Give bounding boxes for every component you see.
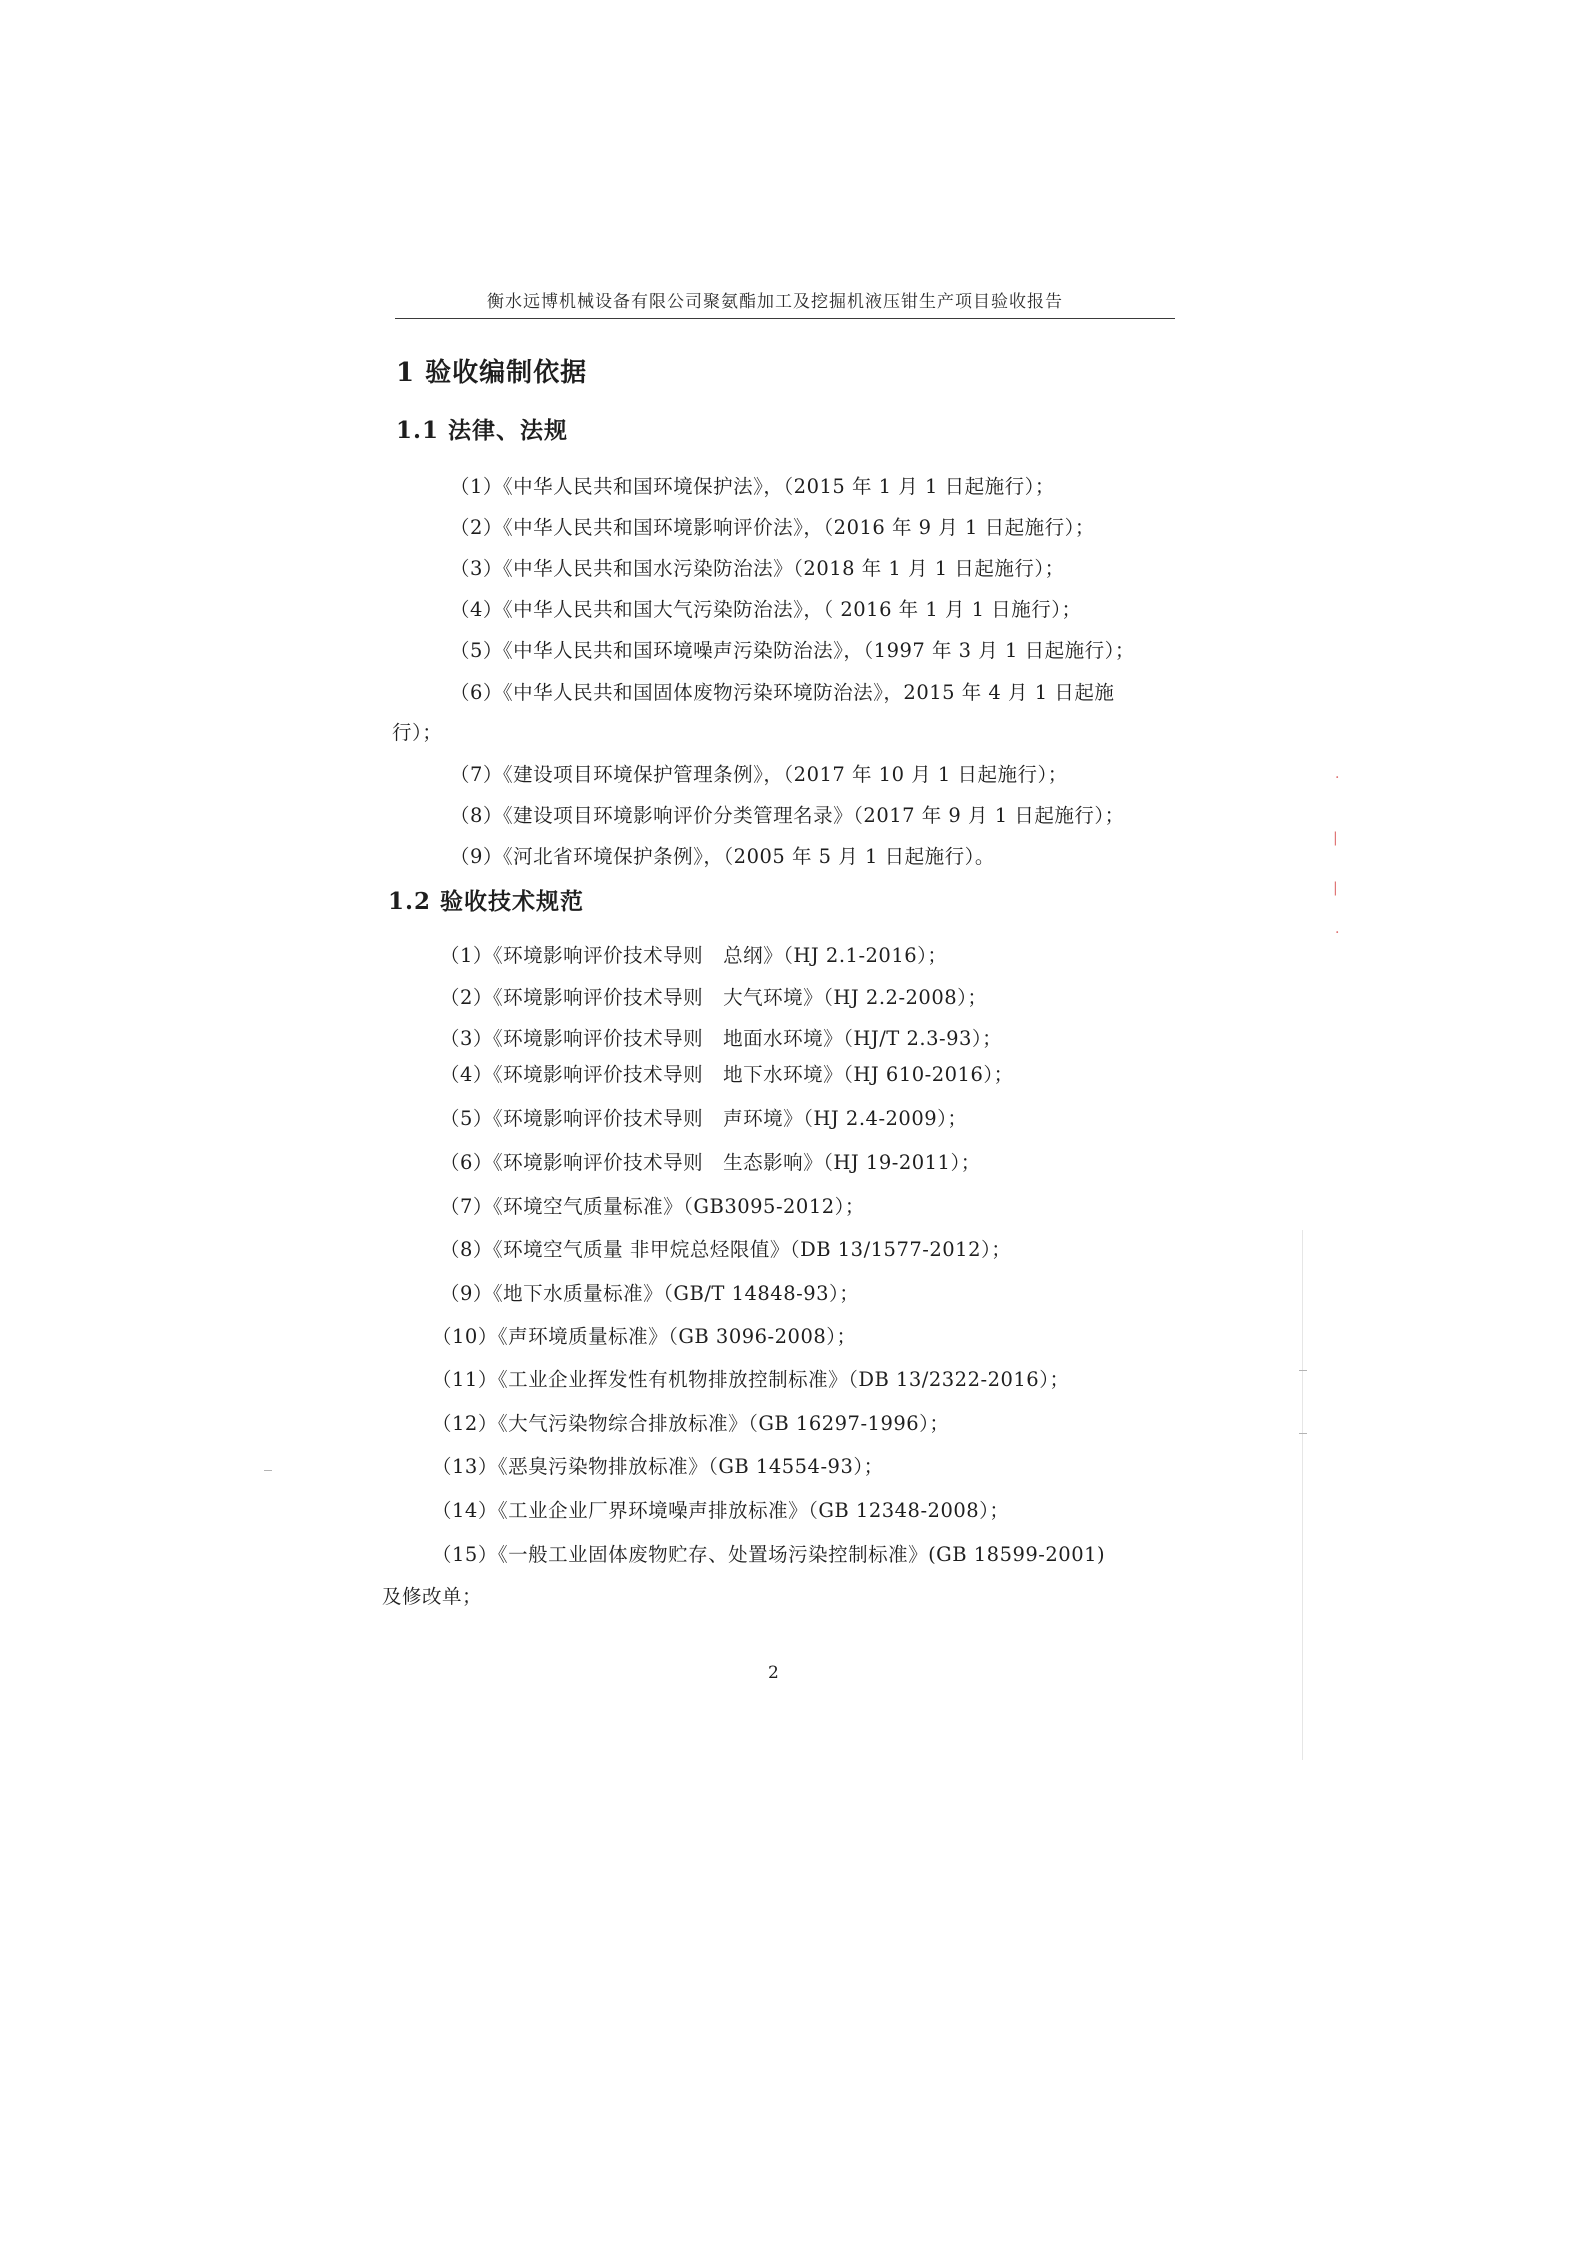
spec-item-2: （2）《环境影响评价技术导则 大气环境》（HJ 2.2-2008）； — [440, 986, 988, 1009]
spec-item-12: （12）《大气污染物综合排放标准》（GB 16297-1996）； — [432, 1412, 950, 1435]
scan-dash-3 — [264, 1470, 272, 1471]
spec-item-3: （3）《环境影响评价技术导则 地面水环境》（HJ/T 2.3-93）； — [440, 1027, 1003, 1050]
law-item-5: （5）《中华人民共和国环境噪声污染防治法》，（1997 年 3 月 1 日起施行）； — [450, 639, 1135, 662]
law-item-7: （7）《建设项目环境保护管理条例》，（2017 年 10 月 1 日起施行）； — [450, 763, 1068, 786]
law-item-8: （8）《建设项目环境影响评价分类管理名录》（2017 年 9 月 1 日起施行）； — [450, 804, 1125, 827]
scan-dash-2 — [1299, 1433, 1307, 1434]
section-1-heading: 1 验收编制依据 — [396, 358, 588, 388]
spec-item-4: （4）《环境影响评价技术导则 地下水环境》（HJ 610-2016）； — [440, 1063, 1014, 1086]
spec-item-15: （15）《一般工业固体废物贮存、处置场污染控制标准》(GB 18599-2001) — [432, 1543, 1106, 1566]
law-item-1: （1）《中华人民共和国环境保护法》，（2015 年 1 月 1 日起施行）； — [450, 475, 1055, 498]
spec-item-8: （8）《环境空气质量 非甲烷总烃限值》（DB 13/1577-2012）； — [440, 1238, 1012, 1261]
spec-item-13: （13）《恶臭污染物排放标准》（GB 14554-93）； — [432, 1455, 884, 1478]
spec-item-6: （6）《环境影响评价技术导则 生态影响》（HJ 19-2011）； — [440, 1151, 981, 1174]
scan-dash-1 — [1299, 1370, 1307, 1371]
red-stamp-fragment-1: · — [1335, 770, 1340, 786]
red-stamp-fragment-3: | — [1333, 880, 1338, 896]
section-1-2-heading: 1.2 验收技术规范 — [388, 888, 585, 915]
header-rule — [395, 318, 1175, 319]
section-1-1-heading: 1.1 法律、法规 — [396, 417, 569, 444]
spec-item-9: （9）《地下水质量标准》（GB/T 14848-93）； — [440, 1282, 860, 1305]
law-item-2: （2）《中华人民共和国环境影响评价法》，（2016 年 9 月 1 日起施行）； — [450, 516, 1095, 539]
spec-item-10: （10）《声环境质量标准》（GB 3096-2008）； — [432, 1325, 857, 1348]
spec-item-15-continuation: 及修改单； — [382, 1585, 483, 1608]
law-item-9: （9）《河北省环境保护条例》，（2005 年 5 月 1 日起施行）。 — [450, 845, 995, 868]
spec-item-14: （14）《工业企业厂界环境噪声排放标准》（GB 12348-2008）； — [432, 1499, 1010, 1522]
spec-item-1: （1）《环境影响评价技术导则 总纲》（HJ 2.1-2016）； — [440, 944, 948, 967]
law-item-4: （4）《中华人民共和国大气污染防治法》，（ 2016 年 1 月 1 日施行）； — [450, 598, 1082, 621]
law-item-3: （3）《中华人民共和国水污染防治法》（2018 年 1 月 1 日起施行）； — [450, 557, 1065, 580]
red-stamp-fragment-4: · — [1335, 925, 1340, 941]
spec-item-5: （5）《环境影响评价技术导则 声环境》（HJ 2.4-2009）； — [440, 1107, 968, 1130]
red-stamp-fragment-2: | — [1333, 830, 1338, 846]
law-item-6-continuation: 行）； — [392, 721, 443, 744]
header-title: 衡水远博机械设备有限公司聚氨酯加工及挖掘机液压钳生产项目验收报告 — [487, 292, 1063, 312]
running-header — [395, 287, 1175, 319]
spec-item-7: （7）《环境空气质量标准》（GB3095-2012）； — [440, 1195, 865, 1218]
law-item-6: （6）《中华人民共和国固体废物污染环境防治法》，2015 年 4 月 1 日起施 — [450, 681, 1115, 704]
scan-edge-line — [1302, 1230, 1303, 1760]
spec-item-11: （11）《工业企业挥发性有机物排放控制标准》（DB 13/2322-2016）； — [432, 1368, 1070, 1391]
page-number: 2 — [768, 1663, 779, 1683]
